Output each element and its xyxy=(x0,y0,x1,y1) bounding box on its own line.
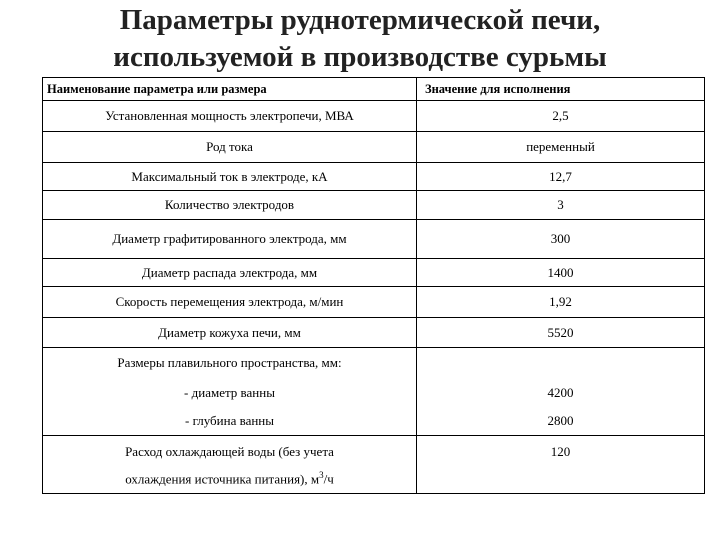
row-param: Установленная мощность электропечи, МВА xyxy=(43,101,417,132)
row-value: переменный xyxy=(417,132,705,163)
unit-superscript: 3 xyxy=(319,470,324,481)
row-param: - диаметр ванны xyxy=(43,378,417,408)
row-param: Род тока xyxy=(43,132,417,163)
table-row xyxy=(43,408,705,436)
row-param: Диаметр кожуха печи, мм xyxy=(43,318,417,348)
group-label: Размеры плавильного пространства, мм: xyxy=(43,348,417,378)
table-row xyxy=(43,259,705,287)
title-line-1: Параметры руднотермической печи, xyxy=(119,4,601,36)
row-value: 2800 xyxy=(417,408,705,436)
row-param: Диаметр графитированного электрода, мм xyxy=(43,220,417,259)
row-value: 1400 xyxy=(417,259,705,287)
unit-tail: /ч xyxy=(323,471,334,487)
table-header-row xyxy=(43,78,705,101)
table-row xyxy=(43,465,705,494)
table-row xyxy=(43,163,705,191)
row-value: 2,5 xyxy=(417,101,705,132)
table-row xyxy=(43,318,705,348)
parameters-table xyxy=(42,77,705,494)
row-value: 4200 xyxy=(417,378,705,408)
row-value: 120 xyxy=(417,436,705,465)
table-row xyxy=(43,287,705,318)
header-param: Наименование параметра или размера xyxy=(43,78,417,101)
row-value: 5520 xyxy=(417,318,705,348)
row-param: Скорость перемещения электрода, м/мин xyxy=(43,287,417,318)
water-line-2: охлаждения источника питания), м xyxy=(125,471,320,487)
row-value: 300 xyxy=(417,220,705,259)
table-row xyxy=(43,436,705,465)
row-param-continued xyxy=(43,465,417,494)
row-param: Расход охлаждающей воды (без учета xyxy=(43,436,417,465)
row-value: 1,92 xyxy=(417,287,705,318)
row-value: 3 xyxy=(417,191,705,220)
row-value: 12,7 xyxy=(417,163,705,191)
row-param: Максимальный ток в электроде, кА xyxy=(43,163,417,191)
table-row xyxy=(43,220,705,259)
table-row xyxy=(43,378,705,408)
table-row xyxy=(43,191,705,220)
table-row xyxy=(43,132,705,163)
title-line-2: используемой в производстве сурьмы xyxy=(113,41,607,73)
table-row-group-label xyxy=(43,348,705,378)
row-param: - глубина ванны xyxy=(43,408,417,436)
table-row xyxy=(43,101,705,132)
page-title xyxy=(0,2,720,76)
row-param: Диаметр распада электрода, мм xyxy=(43,259,417,287)
row-param: Количество электродов xyxy=(43,191,417,220)
header-value: Значение для исполнения xyxy=(417,78,705,101)
